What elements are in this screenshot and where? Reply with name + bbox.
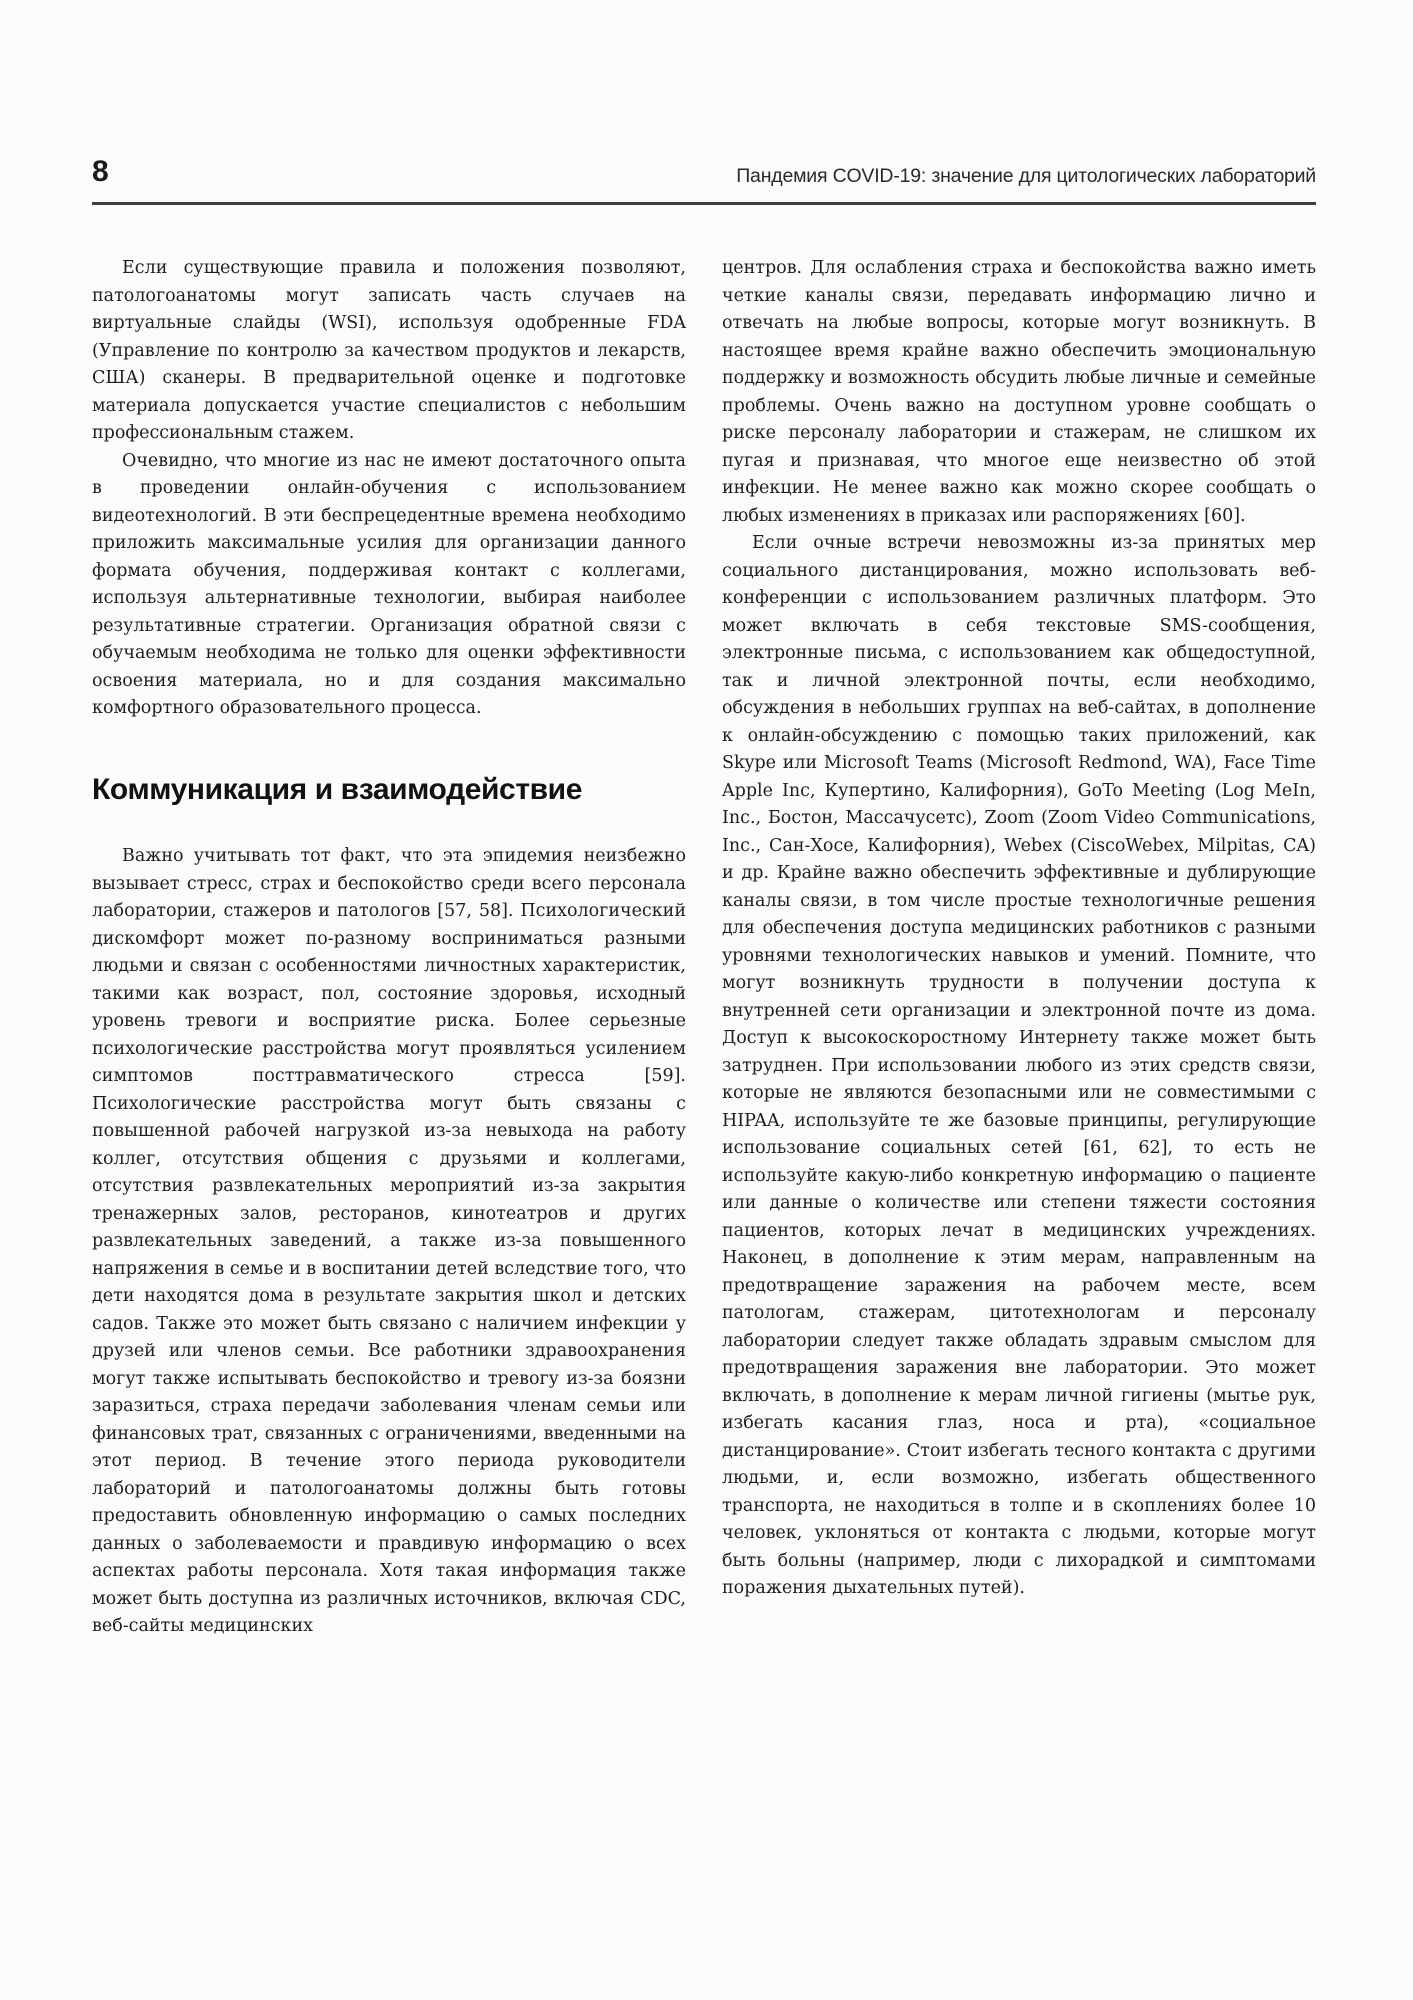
paragraph: Важно учитывать тот факт, что эта эпидемия неизбежно вызывает стресс, страх и беспокойство среди всего персонала лаборатории, стажеров и патологов [57, 58]. Психологический дискомфорт может по-разному восприниматься разными людьми и связан с особенностями личностных характеристик, такими как возраст, пол, состояние здоровья, исходный уровень тревоги и восприятие риска. Более серьезные психологические расстройства могут проявляться усилением симптомов посттравматического стресса [59]. Психологические расстройства могут быть связаны с повышенной рабочей нагрузкой из-за невыхода на работу коллег, отсутствия общения с друзьями и коллегами, отсутствия развлекательных мероприятий из-за закрытия тренажерных залов, ресторанов, кинотеатров и других развлекательных заведений, а также из-за повышенного напряжения в семье и в воспитании детей вследствие того, что дети находятся дома в результате закрытия школ и детских садов. Также это может быть связано с наличием инфекции у друзей или членов семьи. Все работники здравоохранения могут также испытывать беспокойство и тревогу из-за боязни заразиться, страха передачи заболевания членам семьи или финансовых трат, связанных с ограничениями, введенными на этот период. В течение этого периода руководители лабораторий и патологоанатомы должны быть готовы предоставить обновленную информацию о самых последних данных о заболеваемости и правдивую информацию о всех аспектах работы персонала. Хотя такая информация также может быть доступна из различных источников, включая CDC, веб-сайты медицинских [92, 846, 686, 1636]
paragraph: Очевидно, что многие из нас не имеют достаточного опыта в проведении онлайн-обучения с использованием видеотехнологий. В эти беспрецедентные времена необходимо приложить максимальные усилия для организации данного формата обучения, поддерживая контакт с коллегами, используя альтернативные технологии, выбирая наиболее результативные стратегии. Организация обратной связи с обучаемым необходима не только для оценки эффективности освоения материала, но и для создания максимально комфортного образовательного процесса. [92, 450, 686, 718]
right-column [722, 255, 1316, 1641]
paragraph: Если существующие правила и положения позволяют, патологоанатомы могут записать часть случаев на виртуальные слайды (WSI), используя одобренные FDA (Управление по контролю за качеством продуктов и лекарств, США) сканеры. В предварительной оценке и подготовке материала допускается участие специалистов с небольшим профессиональным стажем. [92, 258, 686, 443]
section-heading-communication: Коммуникация и взаимодействие [92, 772, 583, 806]
left-column [92, 255, 686, 1641]
header-rule-divider [92, 202, 1316, 205]
article-body [92, 255, 1316, 1641]
paragraph-continuation: центров. Для ослабления страха и беспокойства важно иметь четкие каналы связи, передавать информацию лично и отвечать на любые вопросы, которые могут возникнуть. В настоящее время крайне важно обеспечить эмоциональную поддержку и возможность обсудить любые личные и семейные проблемы. Очень важно на доступном уровне сообщать о риске персоналу лаборатории и стажерам, не слишком их пугая и признавая, что многое еще неизвестно об этой инфекции. Не менее важно как можно скорее сообщать о любых изменениях в приказах или распоряжениях [60]. [722, 258, 1316, 526]
running-title: Пандемия COVID-19: значение для цитологических лабораторий [736, 165, 1316, 187]
page-number: 8 [92, 155, 109, 188]
paragraph: Если очные встречи невозможны из-за принятых мер социального дистанцирования, можно использовать веб-конференции с использованием различных платформ. Это может включать в себя текстовые SMS-сообщения, электронные письма, с использованием как общедоступной, так и личной электронной почты, если необходимо, обсуждения в небольших группах на веб-сайтах, в дополнение к онлайн-обсуждению с помощью таких приложений, как Skype или Microsoft Teams (Microsoft Redmond, WA), Face Time Apple Inc, Купертино, Калифорния), GoTo Meeting (Log MeIn, Inc., Бостон, Массачусетс), Zoom (Zoom Video Communications, Inc., Сан-Хосе, Калифорния), Webex (CiscoWebex, Milpitas, CA) и др. Крайне важно обеспечить эффективные и дублирующие каналы связи, в том числе простые технологичные решения для обеспечения доступа медицинских работников с разными уровнями технологических навыков и умений. Помните, что могут возникнуть трудности в получении доступа к внутренней сети организации и электронной почте из дома. Доступ к высокоскоростному Интернету также может быть затруднен. При использовании любого из этих средств связи, которые не являются безопасными или не совместимыми с HIPAA, используйте те же базовые принципы, регулирующие использование социальных сетей [61, 62], то есть не используйте какую-либо конкретную информацию о пациенте или данные о количестве или степени тяжести состояния пациентов, которых лечат в медицинских учреждениях. Наконец, в дополнение к этим мерам, направленным на предотвращение заражения на рабочем месте, всем патологам, стажерам, цитотехнологам и персоналу лаборатории следует также обладать здравым смыслом для предотвращения заражения вне лаборатории. Это может включать, в дополнение к мерам личной гигиены (мытье рук, избегать касания глаз, носа и рта), «социальное дистанцирование». Стоит избегать тесного контакта с другими людьми, и, если возможно, избегать общественного транспорта, не находиться в толпе и в скоплениях более 10 человек, уклоняться от контакта с людьми, которые могут быть больны (например, люди с лихорадкой и симптомами поражения дыхательных путей). [722, 533, 1316, 1598]
